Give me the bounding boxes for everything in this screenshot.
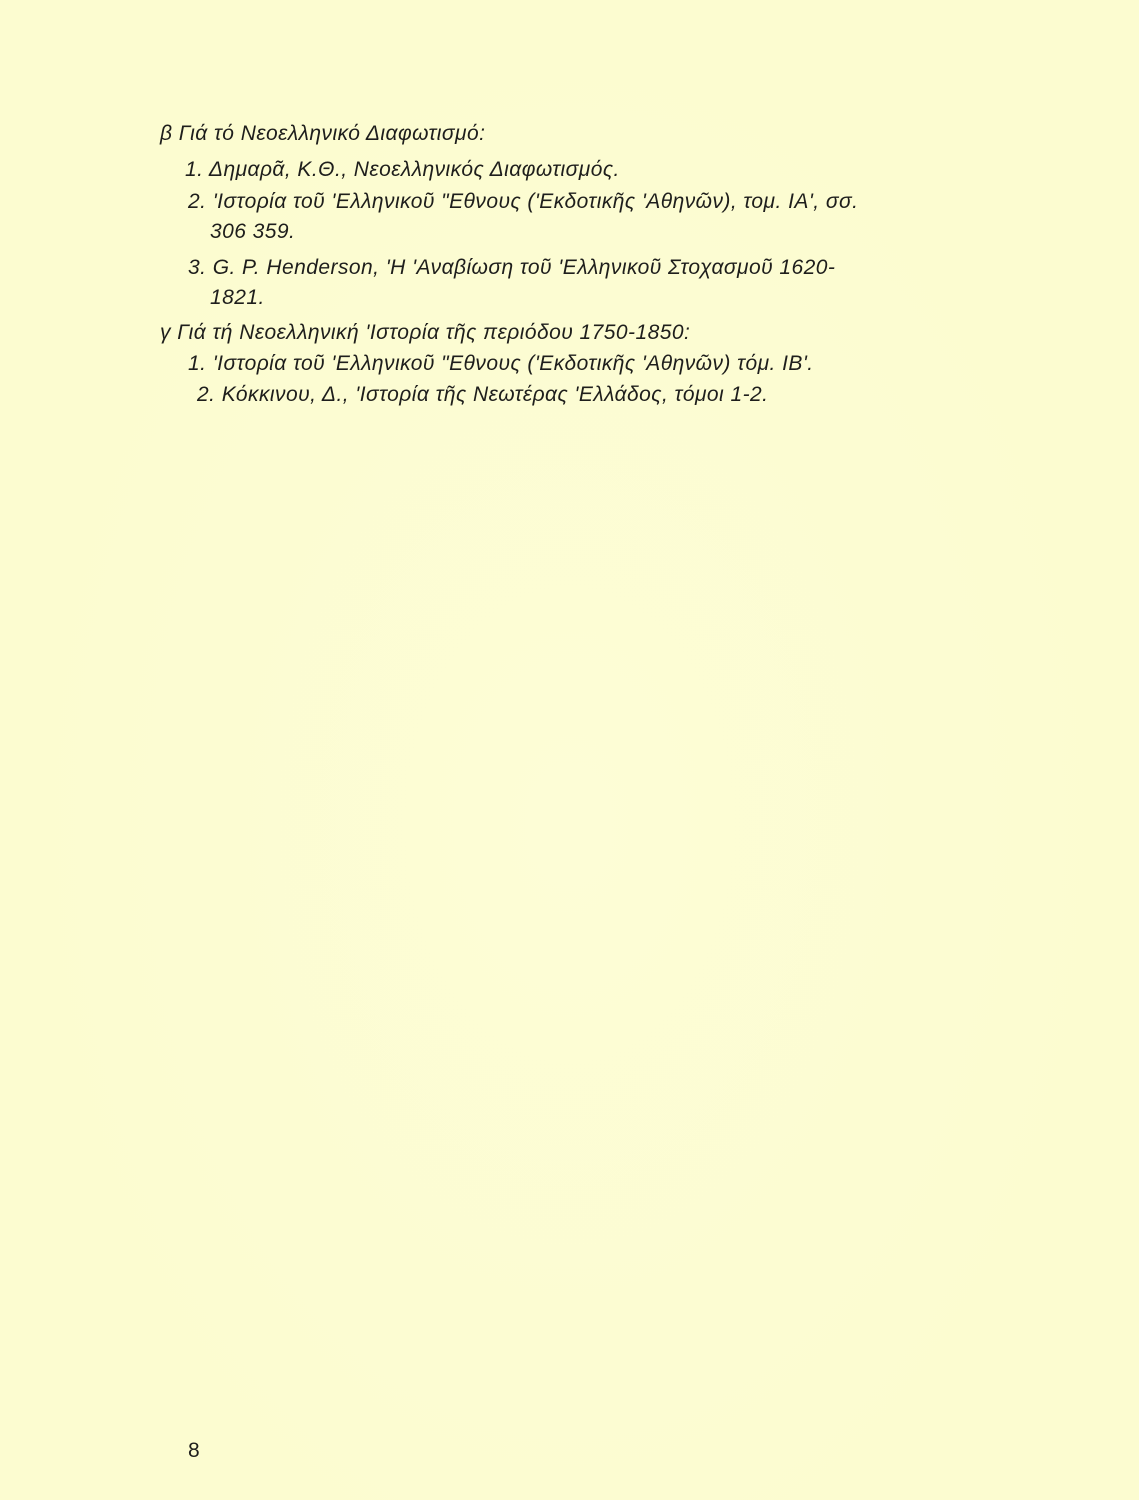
section-heading-enlightenment: β Γιά τό Νεοελληνικό Διαφωτισμό: bbox=[160, 122, 486, 145]
list-item-continuation: 1821. bbox=[210, 286, 265, 309]
list-item: 2. Κόκκινου, Δ., 'Ιστορία τῆς Νεωτέρας 'Ελλάδος, τόμοι 1-2. bbox=[197, 383, 769, 406]
list-item-continuation: 306 359. bbox=[210, 220, 296, 243]
list-item: 2. 'Ιστορία τοῦ 'Ελληνικοῦ "Εθνους ('Εκδοτικῆς 'Αθηνῶν), τομ. ΙΑ', σσ. bbox=[188, 190, 859, 213]
list-item: 3. G. P. Henderson, 'Η 'Αναβίωση τοῦ 'Ελληνικοῦ Στοχασμοῦ 1620- bbox=[188, 256, 836, 279]
list-item: 1. 'Ιστορία τοῦ 'Ελληνικοῦ "Εθνους ('Εκδοτικῆς 'Αθηνῶν) τόμ. ΙΒ'. bbox=[188, 352, 814, 375]
section-heading-history: γ Γιά τή Νεοελληνική 'Ιστορία τῆς περιόδου 1750-1850: bbox=[160, 321, 691, 344]
list-item: 1. Δημαρᾶ, Κ.Θ., Νεοελληνικός Διαφωτισμός. bbox=[185, 158, 620, 181]
page-number: 8 bbox=[188, 1439, 200, 1462]
